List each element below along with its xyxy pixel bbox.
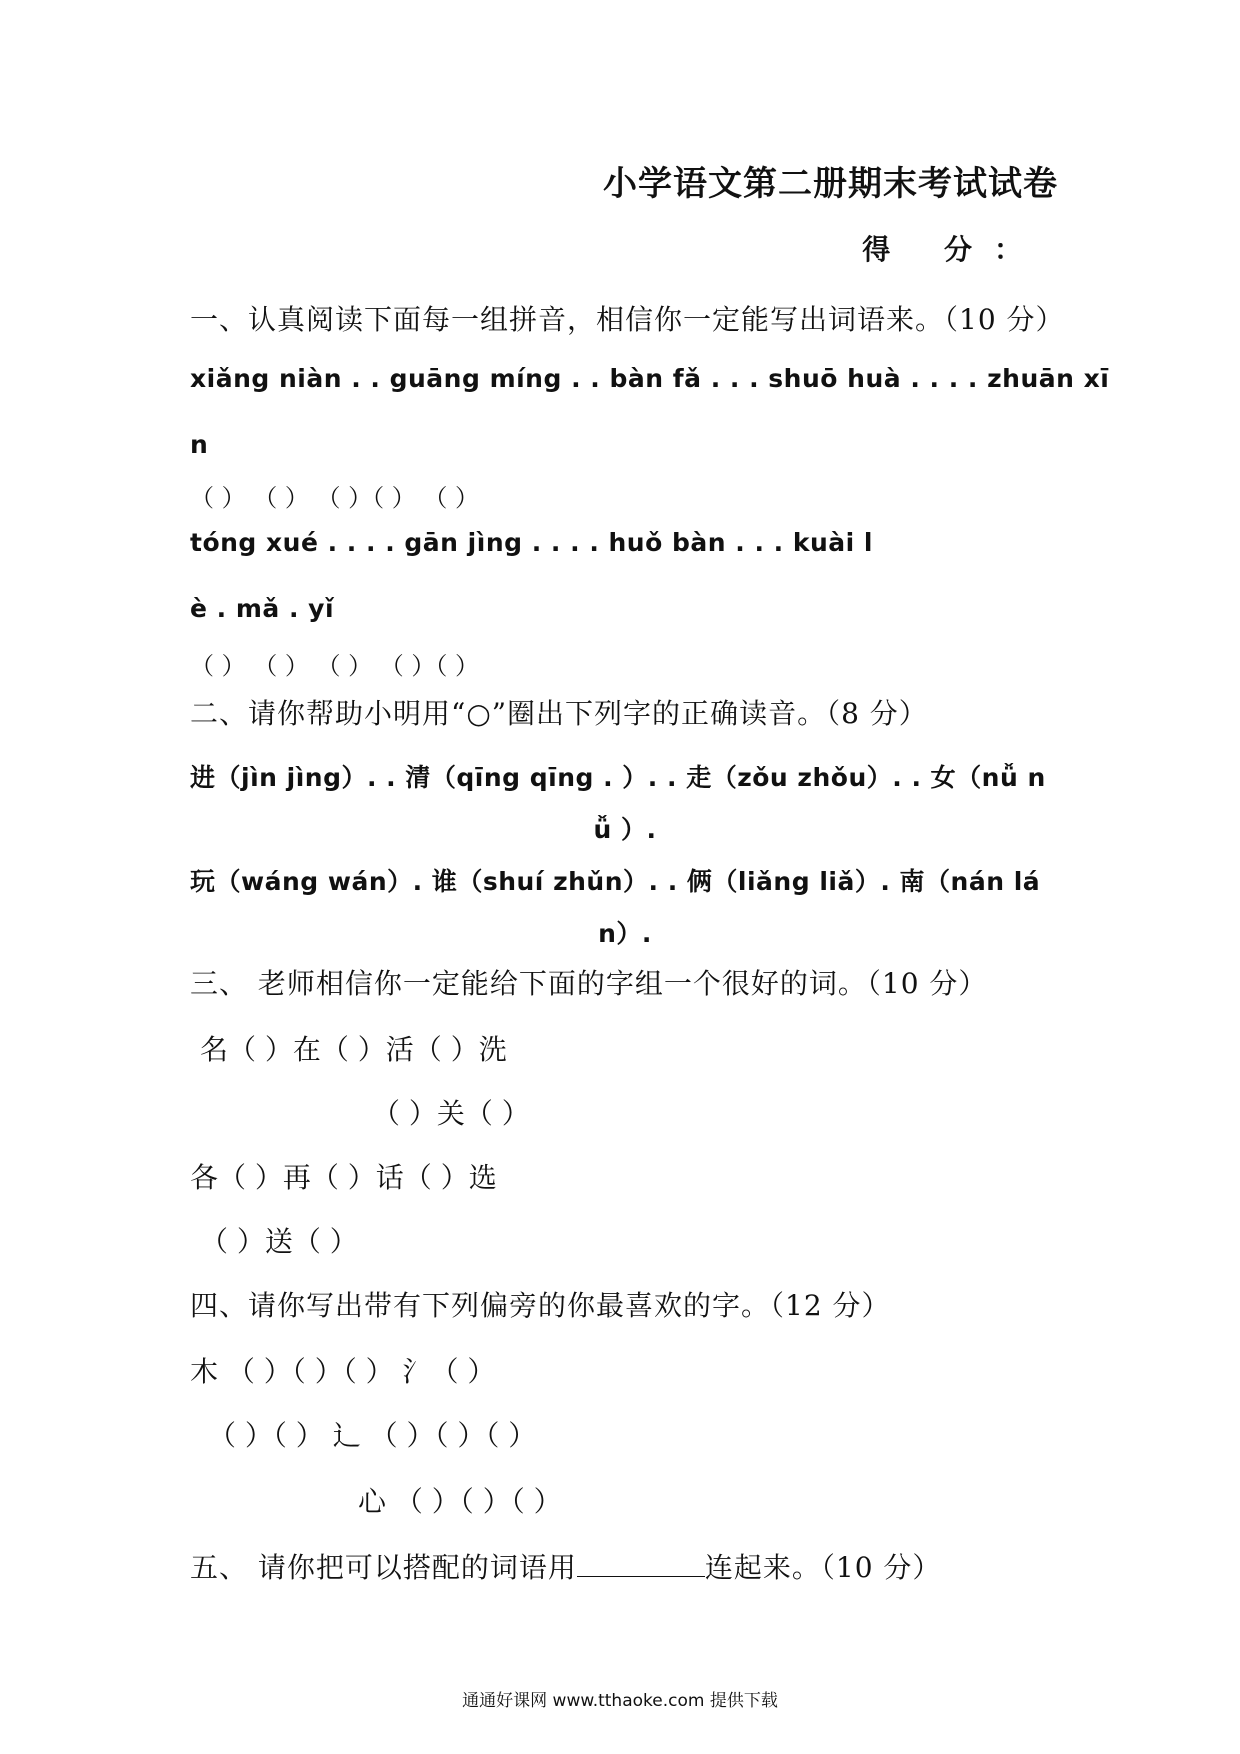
section2-row1[interactable]: 进（jìn jìng）. . 清（qīng qīng . ）. . 走（zǒu zhǒu）. . 女（nǚ n	[190, 763, 1046, 792]
footer-source: 通通好课网 www.tthaoke.com 提供下载	[462, 1691, 778, 1711]
section1-heading: 一、认真阅读下面每一组拼音，相信你一定能写出词语来。（10 分）	[190, 303, 1065, 336]
section1-row2-wrap: è . mǎ . yǐ	[190, 594, 335, 623]
connect-line-blank	[577, 1550, 705, 1577]
section1-row1-answer-blanks[interactable]: （ ） （ ） （ ）（ ） （ ）	[190, 484, 480, 512]
section3-row3[interactable]: 各（ ）再（ ）话（ ）选	[190, 1161, 497, 1194]
section2-row1-wrap: ǚ ）.	[593, 815, 657, 844]
section3-row2[interactable]: （ ）关（ ）	[372, 1097, 530, 1130]
section1-row2-answer-blanks[interactable]: （ ） （ ） （ ） （ ）（ ）	[190, 652, 480, 680]
section4-heading: 四、请你写出带有下列偏旁的你最喜欢的字。（12 分）	[190, 1289, 891, 1322]
section5-heading-start: 五、 请你把可以搭配的词语用	[190, 1551, 577, 1584]
score-label: 得 分：	[862, 233, 1044, 266]
section2-heading: 二、请你帮助小明用“○”圈出下列字的正确读音。（8 分）	[190, 697, 928, 730]
section4-row3[interactable]: 心 （ ）（ ）（ ）	[358, 1485, 562, 1518]
section3-heading: 三、 老师相信你一定能给下面的字组一个很好的词。（10 分）	[190, 967, 988, 1000]
section3-row4[interactable]: （ ）送（ ）	[200, 1225, 358, 1258]
page-title: 小学语文第二册期末考试试卷	[603, 164, 1058, 204]
section3-row1[interactable]: 名（ ）在（ ）活（ ）洗	[200, 1033, 507, 1066]
section5-heading	[190, 1546, 1060, 1586]
section1-row1-pinyin: xiǎng niàn . . guāng míng . . bàn fǎ . . . shuō huà . . . . zhuān xī	[190, 364, 1110, 393]
section4-row1[interactable]: 木 （ ）（ ）（ ） 氵（ ）	[190, 1355, 496, 1388]
section5-heading-end: 连起来。（10 分）	[704, 1551, 942, 1584]
section4-row2[interactable]: （ ）（ ） 辶 （ ）（ ）（ ）	[208, 1419, 537, 1452]
section1-row2-pinyin: tóng xué . . . . gān jìng . . . . huǒ bàn . . . kuài l	[190, 528, 873, 557]
section1-row1-wrap: n	[190, 430, 209, 459]
section2-row2-wrap: n）.	[598, 919, 652, 948]
section2-row2[interactable]: 玩（wáng wán）. 谁（shuí zhǔn）. . 俩（liǎng liǎ）. 南（nán lá	[190, 867, 1041, 896]
